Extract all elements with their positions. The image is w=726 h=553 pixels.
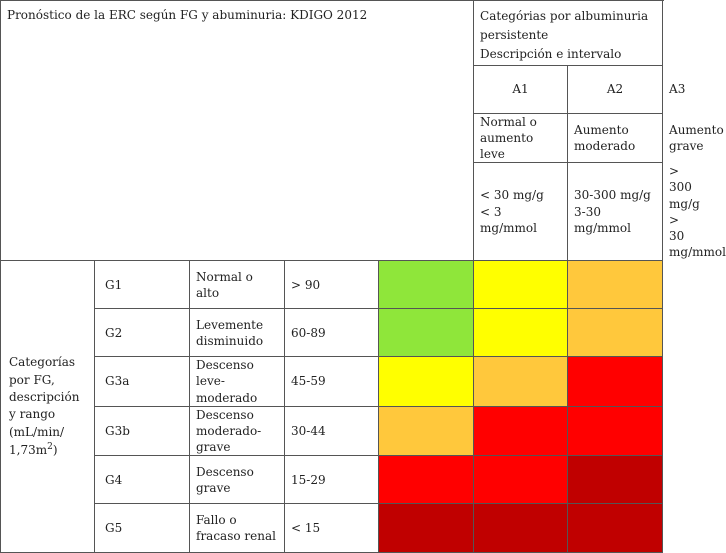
risk-cell — [568, 309, 663, 357]
row-code: G3a — [95, 357, 190, 407]
kdigo-table: Pronóstico de la ERC según FG y abuminuria: KDIGO 2012 Categórias por albuminuria persistente Descripción e intervalo A1 A2 A3 Normal o aumento leve Aumento moderado Aumento grave < 30 mg/g < 3 mg/mmol 30-300 mg/g 3-30 mg/mmol > 300 mg/g > 30 mg/mmol Categorías por FG, descripción y rango (mL/min/ $1,73m^2$) G1 Normal o alto > 90 G2 Levemente disminuido 60-89 G3a Descenso leve-moderado 45-59 G3b Descenso moderado-grave 30-44 G4 Descenso grave 15-29 G5 Fallo o fracaso renal < 15 — [0, 0, 663, 553]
row-desc: Fallo o fracaso renal — [190, 504, 285, 553]
risk-cell — [379, 456, 474, 504]
row-code: G5 — [95, 504, 190, 553]
row-desc: Descenso grave — [190, 456, 285, 504]
risk-cell — [379, 357, 474, 407]
risk-cell — [474, 456, 568, 504]
albuminuria-header-line1: Categórias por albuminuria persistente — [480, 9, 649, 43]
table-row-g1 — [1, 261, 663, 309]
fg-category-label: Categorías por FG, descripción y rango (mL/min/ $1,73m^2$) — [1, 261, 95, 553]
albuminuria-header-line2: Descripción e intervalo — [480, 47, 622, 62]
table-row-g4 — [1, 456, 663, 504]
risk-cell — [474, 261, 568, 309]
column-code-a1: A1 — [474, 65, 568, 113]
risk-cell — [474, 357, 568, 407]
row-desc: Normal o alto — [190, 261, 285, 309]
risk-cell — [568, 504, 663, 553]
row-range: 45-59 — [285, 357, 379, 407]
risk-cell — [379, 504, 474, 553]
table-title: Pronóstico de la ERC según FG y abuminuria: KDIGO 2012 — [1, 1, 474, 261]
risk-cell — [568, 261, 663, 309]
risk-cell — [474, 309, 568, 357]
column-range-a1-mmol: < 3 mg/mmol — [480, 204, 537, 235]
risk-cell — [379, 309, 474, 357]
row-desc: Levemente disminuido — [190, 309, 285, 357]
row-desc: Descenso moderado-grave — [190, 406, 285, 456]
column-range-a2-mmol: 3-30 mg/mmol — [574, 204, 631, 235]
risk-cell — [568, 406, 663, 456]
table-row-g3a — [1, 357, 663, 407]
risk-cell — [379, 406, 474, 456]
row-code: G2 — [95, 309, 190, 357]
row-range: < 15 — [285, 504, 379, 553]
risk-cell — [474, 504, 568, 553]
row-range: 60-89 — [285, 309, 379, 357]
risk-cell — [474, 406, 568, 456]
row-code: G1 — [95, 261, 190, 309]
row-range: 15-29 — [285, 456, 379, 504]
row-range: 30-44 — [285, 406, 379, 456]
column-range-a1 — [474, 163, 568, 261]
risk-cell — [568, 456, 663, 504]
row-desc: Descenso leve-moderado — [190, 357, 285, 407]
risk-cell — [379, 261, 474, 309]
row-range: > 90 — [285, 261, 379, 309]
table-row-g5 — [1, 504, 663, 553]
column-range-a2 — [568, 163, 663, 261]
row-code: G3b — [95, 406, 190, 456]
table-row-g2 — [1, 309, 663, 357]
albuminuria-header — [474, 1, 663, 66]
column-code-a2: A2 — [568, 65, 663, 113]
row-code: G4 — [95, 456, 190, 504]
column-desc-a2: Aumento moderado — [568, 113, 663, 163]
column-desc-a1: Normal o aumento leve — [474, 113, 568, 163]
table-row-g3b — [1, 406, 663, 456]
risk-cell — [568, 357, 663, 407]
column-range-a1-gg: < 30 mg/g — [480, 188, 544, 203]
column-range-a2-gg: 30-300 mg/g — [574, 188, 651, 203]
